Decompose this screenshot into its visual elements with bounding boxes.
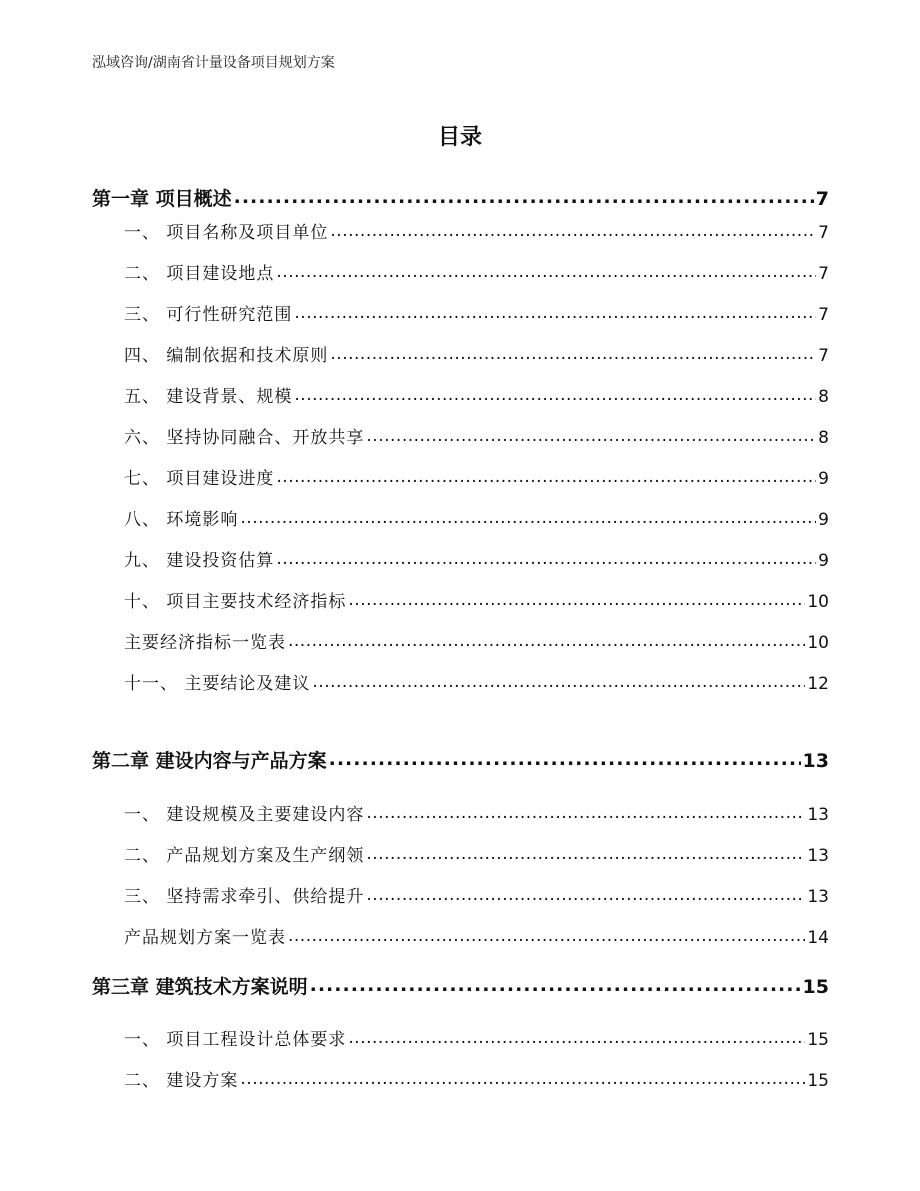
toc-section[interactable] [124, 669, 829, 694]
toc-page-number: 10 [807, 592, 829, 612]
toc-page-number: 7 [818, 264, 829, 284]
toc-entry-label: 产品规划方案一览表 [124, 928, 286, 948]
toc-entry-label: 九、 建设投资估算 [124, 551, 275, 571]
toc-leader-dots [329, 748, 801, 770]
toc-page-number: 15 [802, 976, 829, 998]
toc-section[interactable] [124, 423, 829, 448]
toc-section[interactable] [124, 300, 829, 325]
toc-page-number: 14 [807, 928, 829, 948]
toc-leader-dots [240, 508, 816, 528]
toc-entry-label: 十、 项目主要技术经济指标 [124, 592, 347, 612]
toc-entry-label: 一、 项目名称及项目单位 [124, 223, 329, 243]
toc-leader-dots [310, 974, 801, 996]
toc-entry-label: 三、 坚持需求牵引、供给提升 [124, 887, 365, 907]
toc-leader-dots [294, 303, 816, 323]
toc-entry-label: 十一、 主要结论及建议 [124, 674, 311, 694]
toc-entry-label: 第二章 建设内容与产品方案 [92, 750, 327, 772]
toc-entry-label: 一、 项目工程设计总体要求 [124, 1030, 347, 1050]
toc-page-number: 13 [807, 846, 829, 866]
toc-leader-dots [366, 885, 805, 905]
toc-chapter-2[interactable] [92, 746, 829, 773]
toc-entry-label: 二、 建设方案 [124, 1071, 239, 1091]
toc-leader-dots [366, 803, 805, 823]
toc-page-number: 9 [818, 551, 829, 571]
toc-table-entry[interactable] [124, 923, 829, 948]
toc-leader-dots [348, 1028, 805, 1048]
toc-leader-dots [234, 186, 814, 208]
toc-section[interactable] [124, 546, 829, 571]
toc-entry-label: 第一章 项目概述 [92, 188, 232, 210]
toc-page-number: 13 [807, 805, 829, 825]
toc-page-number: 13 [807, 887, 829, 907]
toc-entry-label: 一、 建设规模及主要建设内容 [124, 805, 365, 825]
toc-leader-dots [294, 385, 816, 405]
toc-entry-label: 五、 建设背景、规模 [124, 387, 293, 407]
toc-section[interactable] [124, 218, 829, 243]
toc-page-number: 7 [818, 346, 829, 366]
toc-entry-label: 六、 坚持协同融合、开放共享 [124, 428, 365, 448]
toc-page-number: 13 [802, 750, 829, 772]
toc-chapter-3[interactable] [92, 972, 829, 999]
toc-leader-dots [288, 631, 805, 651]
toc-page-number: 9 [818, 510, 829, 530]
toc-entry-label: 主要经济指标一览表 [124, 633, 286, 653]
toc-entry-label: 二、 产品规划方案及生产纲领 [124, 846, 365, 866]
toc-leader-dots [366, 844, 805, 864]
toc-entry-label: 第三章 建筑技术方案说明 [92, 976, 308, 998]
toc-table-entry[interactable] [124, 628, 829, 653]
toc-leader-dots [330, 344, 816, 364]
toc-entry-label: 四、 编制依据和技术原则 [124, 346, 329, 366]
toc-leader-dots [288, 926, 805, 946]
toc-entry-label: 八、 环境影响 [124, 510, 239, 530]
toc-section[interactable] [124, 1025, 829, 1050]
toc-page-number: 7 [815, 188, 829, 210]
toc-section[interactable] [124, 841, 829, 866]
toc-section[interactable] [124, 882, 829, 907]
toc-leader-dots [276, 262, 816, 282]
toc-leader-dots [276, 467, 816, 487]
toc-leader-dots [366, 426, 816, 446]
toc-section[interactable] [124, 1066, 829, 1091]
toc-entry-label: 二、 项目建设地点 [124, 264, 275, 284]
toc-page-number: 15 [807, 1071, 829, 1091]
toc-section[interactable] [124, 464, 829, 489]
toc-page-number: 7 [818, 223, 829, 243]
toc-section[interactable] [124, 800, 829, 825]
toc-chapter-1[interactable] [92, 184, 829, 211]
toc-page-number: 7 [818, 305, 829, 325]
toc-entry-label: 三、 可行性研究范围 [124, 305, 293, 325]
toc-page-number: 8 [818, 428, 829, 448]
toc-page-number: 15 [807, 1030, 829, 1050]
toc-leader-dots [276, 549, 816, 569]
toc-section[interactable] [124, 259, 829, 284]
toc-page-number: 9 [818, 469, 829, 489]
toc-title: 目录 [437, 125, 482, 150]
toc-entry-label: 七、 项目建设进度 [124, 469, 275, 489]
toc-leader-dots [348, 590, 805, 610]
toc-section[interactable] [124, 587, 829, 612]
toc-leader-dots [312, 672, 805, 692]
toc-section[interactable] [124, 505, 829, 530]
toc-section[interactable] [124, 341, 829, 366]
toc-page-number: 8 [818, 387, 829, 407]
toc-leader-dots [240, 1069, 805, 1089]
toc-page-number: 10 [807, 633, 829, 653]
running-header: 泓域咨询/湖南省计量设备项目规划方案 [92, 55, 335, 71]
toc-leader-dots [330, 221, 816, 241]
toc-page-number: 12 [807, 674, 829, 694]
toc-section[interactable] [124, 382, 829, 407]
